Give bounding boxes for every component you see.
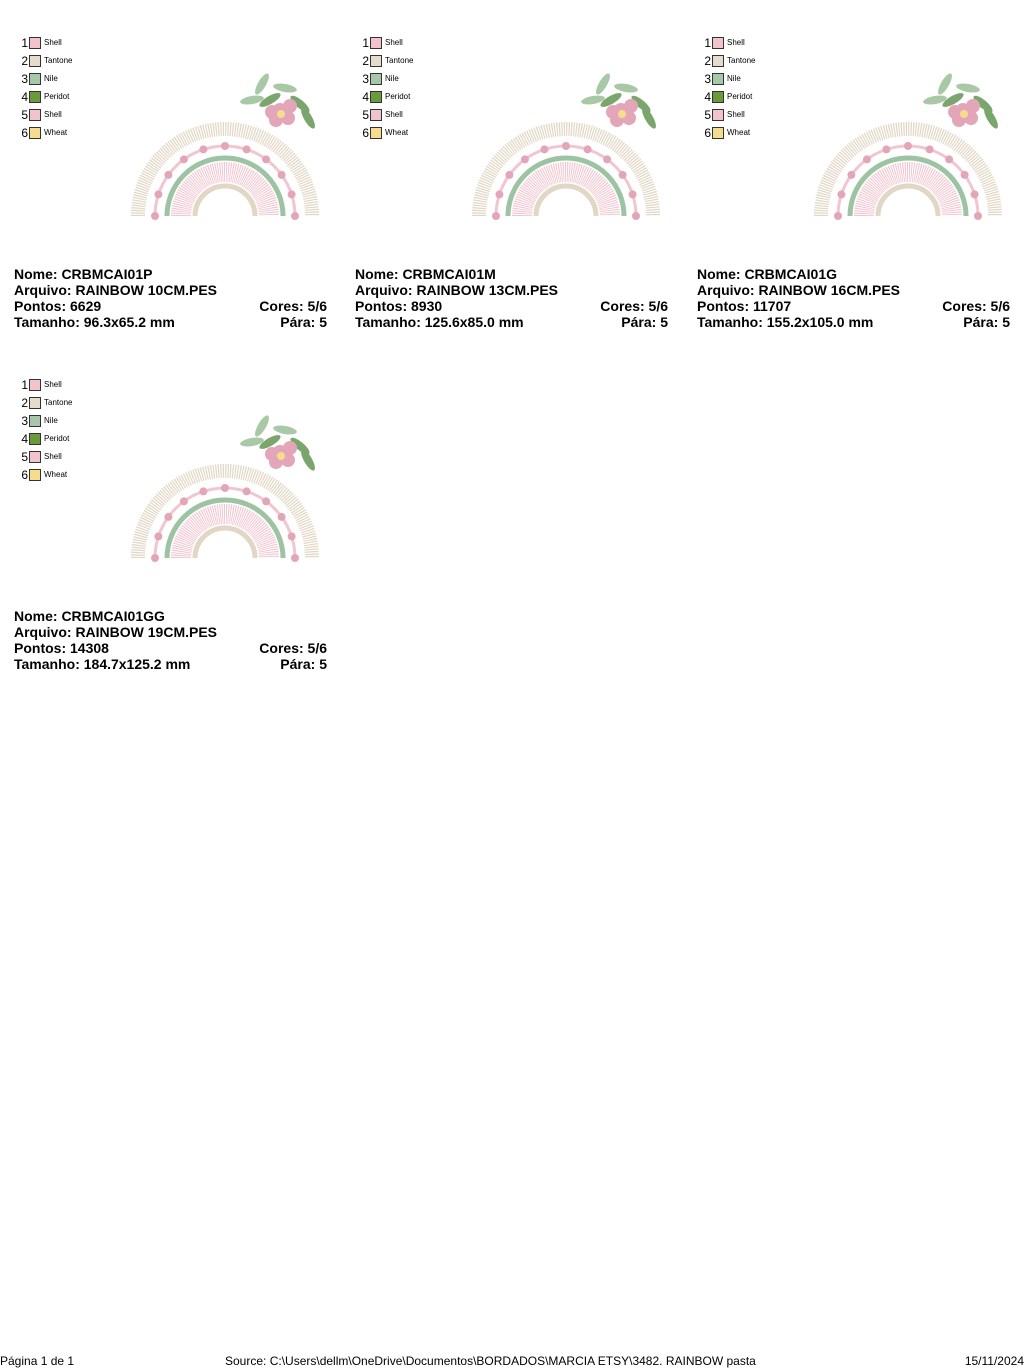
legend-color-name: Nile bbox=[727, 74, 741, 83]
legend-number: 1 bbox=[21, 378, 28, 392]
color-swatch bbox=[370, 37, 382, 49]
design-colors: Cores: 5/6 bbox=[259, 640, 327, 656]
color-swatch bbox=[370, 73, 382, 85]
legend-row bbox=[20, 412, 72, 430]
legend-number: 3 bbox=[362, 72, 369, 86]
source-path: Source: C:\Users\dellm\OneDrive\Documentos\BORDADOS\MARCIA ETSY\3482. RAINBOW pasta bbox=[225, 1354, 756, 1368]
color-swatch bbox=[29, 91, 41, 103]
legend-row bbox=[20, 430, 72, 448]
legend-row bbox=[703, 34, 755, 52]
legend-row bbox=[703, 88, 755, 106]
legend-number: 1 bbox=[362, 36, 369, 50]
legend-color-name: Shell bbox=[385, 110, 403, 119]
design-stitches: Pontos: 8930 bbox=[355, 298, 443, 314]
print-date: 15/11/2024 bbox=[964, 1354, 1024, 1368]
legend-number: 6 bbox=[362, 126, 369, 140]
rainbow-embroidery-preview bbox=[461, 70, 671, 222]
design-stops: Pára: 5 bbox=[963, 314, 1010, 330]
color-swatch bbox=[712, 73, 724, 85]
design-file: Arquivo: RAINBOW 10CM.PES bbox=[14, 282, 218, 298]
design-file: Arquivo: RAINBOW 13CM.PES bbox=[355, 282, 559, 298]
legend-color-name: Peridot bbox=[44, 434, 70, 443]
design-card bbox=[14, 8, 334, 338]
design-info bbox=[14, 608, 327, 672]
legend-number: 1 bbox=[21, 36, 28, 50]
legend-number: 2 bbox=[704, 54, 711, 68]
legend-row bbox=[361, 106, 413, 124]
legend-color-name: Peridot bbox=[727, 92, 753, 101]
legend-row bbox=[20, 448, 72, 466]
legend-color-name: Tantone bbox=[44, 56, 73, 65]
legend-number: 3 bbox=[21, 414, 28, 428]
rainbow-embroidery-preview bbox=[803, 70, 1013, 222]
legend-row bbox=[20, 70, 72, 88]
color-swatch bbox=[29, 55, 41, 67]
design-info bbox=[14, 266, 327, 330]
legend-color-name: Wheat bbox=[44, 470, 68, 479]
color-swatch bbox=[29, 379, 41, 391]
design-size: Tamanho: 96.3x65.2 mm bbox=[14, 314, 175, 330]
legend-number: 1 bbox=[704, 36, 711, 50]
legend-row bbox=[361, 124, 413, 142]
design-name: Nome: CRBMCAI01P bbox=[14, 266, 153, 282]
legend-row bbox=[20, 34, 72, 52]
legend-number: 4 bbox=[21, 432, 28, 446]
legend-color-name: Peridot bbox=[44, 92, 70, 101]
legend-color-name: Wheat bbox=[44, 128, 68, 137]
legend-number: 5 bbox=[362, 108, 369, 122]
legend-number: 3 bbox=[21, 72, 28, 86]
design-size: Tamanho: 155.2x105.0 mm bbox=[697, 314, 874, 330]
color-swatch bbox=[712, 127, 724, 139]
design-size: Tamanho: 125.6x85.0 mm bbox=[355, 314, 524, 330]
legend-color-name: Shell bbox=[44, 380, 62, 389]
legend-color-name: Tantone bbox=[44, 398, 73, 407]
color-swatch bbox=[29, 469, 41, 481]
design-stitches: Pontos: 14308 bbox=[14, 640, 109, 656]
design-info bbox=[355, 266, 668, 330]
legend-color-name: Wheat bbox=[727, 128, 751, 137]
design-name: Nome: CRBMCAI01G bbox=[697, 266, 838, 282]
legend-number: 2 bbox=[362, 54, 369, 68]
legend-row bbox=[20, 376, 72, 394]
legend-row bbox=[20, 124, 72, 142]
legend-color-name: Nile bbox=[44, 74, 58, 83]
design-file: Arquivo: RAINBOW 16CM.PES bbox=[697, 282, 901, 298]
page-number: Página 1 de 1 bbox=[0, 1354, 75, 1368]
design-stops: Pára: 5 bbox=[280, 314, 327, 330]
design-colors: Cores: 5/6 bbox=[259, 298, 327, 314]
color-swatch bbox=[712, 37, 724, 49]
legend-number: 4 bbox=[21, 90, 28, 104]
legend-color-name: Shell bbox=[727, 110, 745, 119]
color-swatch bbox=[29, 433, 41, 445]
design-name: Nome: CRBMCAI01GG bbox=[14, 608, 165, 624]
legend-number: 4 bbox=[362, 90, 369, 104]
color-swatch bbox=[712, 109, 724, 121]
legend-row bbox=[703, 70, 755, 88]
color-swatch bbox=[29, 127, 41, 139]
design-stitches: Pontos: 6629 bbox=[14, 298, 102, 314]
legend-row bbox=[20, 52, 72, 70]
color-swatch bbox=[370, 127, 382, 139]
legend-number: 6 bbox=[704, 126, 711, 140]
legend-number: 5 bbox=[21, 450, 28, 464]
legend-row bbox=[20, 88, 72, 106]
legend-color-name: Tantone bbox=[727, 56, 756, 65]
legend-color-name: Shell bbox=[44, 38, 62, 47]
legend-number: 2 bbox=[21, 54, 28, 68]
color-swatch bbox=[370, 109, 382, 121]
color-swatch bbox=[712, 55, 724, 67]
legend-color-name: Nile bbox=[44, 416, 58, 425]
legend-row bbox=[361, 52, 413, 70]
legend-row bbox=[20, 466, 72, 484]
legend-row bbox=[20, 106, 72, 124]
color-swatch bbox=[29, 397, 41, 409]
legend-row bbox=[703, 124, 755, 142]
color-legend bbox=[703, 34, 755, 142]
rainbow-embroidery-preview bbox=[120, 412, 330, 564]
color-swatch bbox=[29, 109, 41, 121]
design-card bbox=[14, 350, 334, 680]
legend-row bbox=[361, 70, 413, 88]
legend-number: 5 bbox=[704, 108, 711, 122]
rainbow-embroidery-preview bbox=[120, 70, 330, 222]
legend-number: 3 bbox=[704, 72, 711, 86]
color-legend bbox=[361, 34, 413, 142]
design-info bbox=[697, 266, 1010, 330]
design-name: Nome: CRBMCAI01M bbox=[355, 266, 496, 282]
color-swatch bbox=[29, 415, 41, 427]
legend-number: 5 bbox=[21, 108, 28, 122]
legend-row bbox=[361, 88, 413, 106]
legend-number: 4 bbox=[704, 90, 711, 104]
legend-color-name: Shell bbox=[44, 452, 62, 461]
color-swatch bbox=[29, 73, 41, 85]
legend-number: 2 bbox=[21, 396, 28, 410]
legend-color-name: Shell bbox=[44, 110, 62, 119]
design-stops: Pára: 5 bbox=[621, 314, 668, 330]
design-card bbox=[697, 8, 1017, 338]
design-size: Tamanho: 184.7x125.2 mm bbox=[14, 656, 191, 672]
design-file: Arquivo: RAINBOW 19CM.PES bbox=[14, 624, 218, 640]
legend-color-name: Peridot bbox=[385, 92, 411, 101]
design-stitches: Pontos: 11707 bbox=[697, 298, 792, 314]
legend-number: 6 bbox=[21, 126, 28, 140]
color-swatch bbox=[29, 37, 41, 49]
legend-color-name: Shell bbox=[385, 38, 403, 47]
color-swatch bbox=[370, 55, 382, 67]
legend-number: 6 bbox=[21, 468, 28, 482]
color-swatch bbox=[29, 451, 41, 463]
design-stops: Pára: 5 bbox=[280, 656, 327, 672]
color-swatch bbox=[712, 91, 724, 103]
legend-color-name: Shell bbox=[727, 38, 745, 47]
legend-row bbox=[703, 52, 755, 70]
legend-row bbox=[361, 34, 413, 52]
legend-row bbox=[703, 106, 755, 124]
color-swatch bbox=[370, 91, 382, 103]
legend-row bbox=[20, 394, 72, 412]
design-colors: Cores: 5/6 bbox=[942, 298, 1010, 314]
legend-color-name: Nile bbox=[385, 74, 399, 83]
design-card bbox=[355, 8, 675, 338]
color-legend bbox=[20, 34, 72, 142]
color-legend bbox=[20, 376, 72, 484]
legend-color-name: Wheat bbox=[385, 128, 409, 137]
legend-color-name: Tantone bbox=[385, 56, 414, 65]
design-colors: Cores: 5/6 bbox=[600, 298, 668, 314]
